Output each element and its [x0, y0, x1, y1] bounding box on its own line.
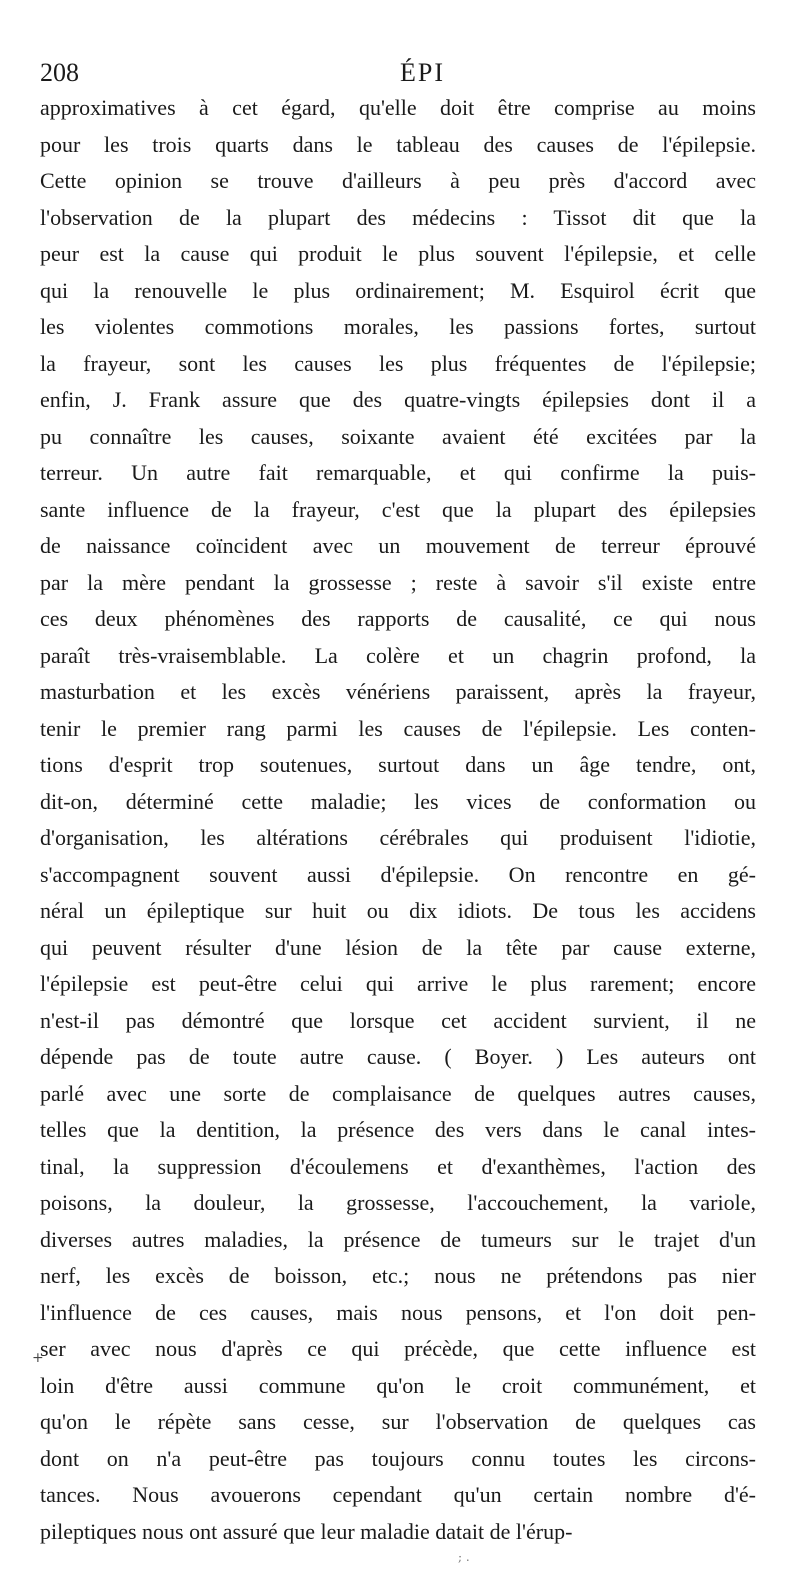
text-line: n'est-il pas démontré que lorsque cet accident survient, il ne: [40, 1007, 756, 1033]
text-line: tances. Nous avouerons cependant qu'un certain nombre d'é-: [40, 1482, 756, 1507]
text-line: pour les trois quarts dans le tableau des causes de l'épilepsie.: [40, 131, 756, 157]
body-text: [40, 90, 756, 1550]
text-line: pu connaître les causes, soixante avaient été excitées par la: [40, 423, 756, 449]
text-line: les violentes commotions morales, les passions fortes, surtout: [40, 314, 756, 339]
text-line: néral un épileptique sur huit ou dix idiots. De tous les accidens: [40, 898, 756, 923]
page-number: 208: [40, 58, 79, 87]
marginal-mark: +: [32, 1350, 44, 1366]
text-line: l'observation de la plupart des médecins : Tissot dit que la: [40, 204, 756, 230]
text-line: la frayeur, sont les causes les plus fréquentes de l'épilepsie;: [40, 350, 756, 376]
text-line: telles que la dentition, la présence des vers dans le canal intes-: [40, 1117, 756, 1142]
text-line: approximatives à cet égard, qu'elle doit être comprise au moins: [40, 95, 756, 120]
text-line: paraît très-vraisemblable. La colère et un chagrin profond, la: [40, 642, 756, 668]
text-line: enfin, J. Frank assure que des quatre-vingts épilepsies dont il a: [40, 387, 756, 412]
text-line: tinal, la suppression d'écoulemens et d'exanthèmes, l'action des: [40, 1153, 756, 1179]
text-line: s'accompagnent souvent aussi d'épilepsie. On rencontre en gé-: [40, 861, 756, 887]
running-head: ÉPI: [400, 58, 445, 87]
text-line: poisons, la douleur, la grossesse, l'accouchement, la variole,: [40, 1190, 756, 1215]
text-line: ser avec nous d'après ce qui précède, que cette influence est: [40, 1336, 756, 1361]
text-line: tenir le premier rang parmi les causes de l'épilepsie. Les conten-: [40, 715, 756, 741]
text-line: diverses autres maladies, la présence de tumeurs sur le trajet d'un: [40, 1226, 756, 1252]
text-line: nerf, les excès de boisson, etc.; nous ne prétendons pas nier: [40, 1263, 756, 1288]
text-line: sante influence de la frayeur, c'est que la plupart des épilepsies: [40, 496, 756, 522]
text-line: qui peuvent résulter d'une lésion de la tête par cause externe,: [40, 934, 756, 960]
text-line: qui la renouvelle le plus ordinairement; M. Esquirol écrit que: [40, 277, 756, 303]
text-line: Cette opinion se trouve d'ailleurs à peu près d'accord avec: [40, 168, 756, 193]
text-line: loin d'être aussi commune qu'on le croit communément, et: [40, 1372, 756, 1398]
footer-mark: ; .: [458, 1550, 470, 1564]
text-line: terreur. Un autre fait remarquable, et qui confirme la puis-: [40, 460, 756, 485]
text-line: pileptiques nous ont assuré que leur maladie datait de l'érup-: [40, 1518, 573, 1544]
text-line: de naissance coïncident avec un mouvement de terreur éprouvé: [40, 533, 756, 558]
text-line: dépende pas de toute autre cause. ( Boyer. ) Les auteurs ont: [40, 1044, 756, 1069]
text-line: qu'on le répète sans cesse, sur l'observation de quelques cas: [40, 1409, 756, 1434]
text-line: parlé avec une sorte de complaisance de quelques autres causes,: [40, 1080, 756, 1106]
page-header: [40, 52, 760, 92]
text-line: par la mère pendant la grossesse ; reste à savoir s'il existe entre: [40, 569, 756, 595]
text-line: masturbation et les excès vénériens paraissent, après la frayeur,: [40, 679, 756, 704]
text-line: l'influence de ces causes, mais nous pensons, et l'on doit pen-: [40, 1299, 756, 1325]
text-line: peur est la cause qui produit le plus souvent l'épilepsie, et celle: [40, 241, 756, 266]
text-line: dit-on, déterminé cette maladie; les vices de conformation ou: [40, 788, 756, 814]
text-line: ces deux phénomènes des rapports de causalité, ce qui nous: [40, 606, 756, 631]
text-line: tions d'esprit trop soutenues, surtout dans un âge tendre, ont,: [40, 752, 756, 777]
text-line: l'épilepsie est peut-être celui qui arrive le plus rarement; encore: [40, 971, 756, 996]
text-line: d'organisation, les altérations cérébrales qui produisent l'idiotie,: [40, 825, 756, 850]
text-line: dont on n'a peut-être pas toujours connu toutes les circons-: [40, 1445, 756, 1471]
